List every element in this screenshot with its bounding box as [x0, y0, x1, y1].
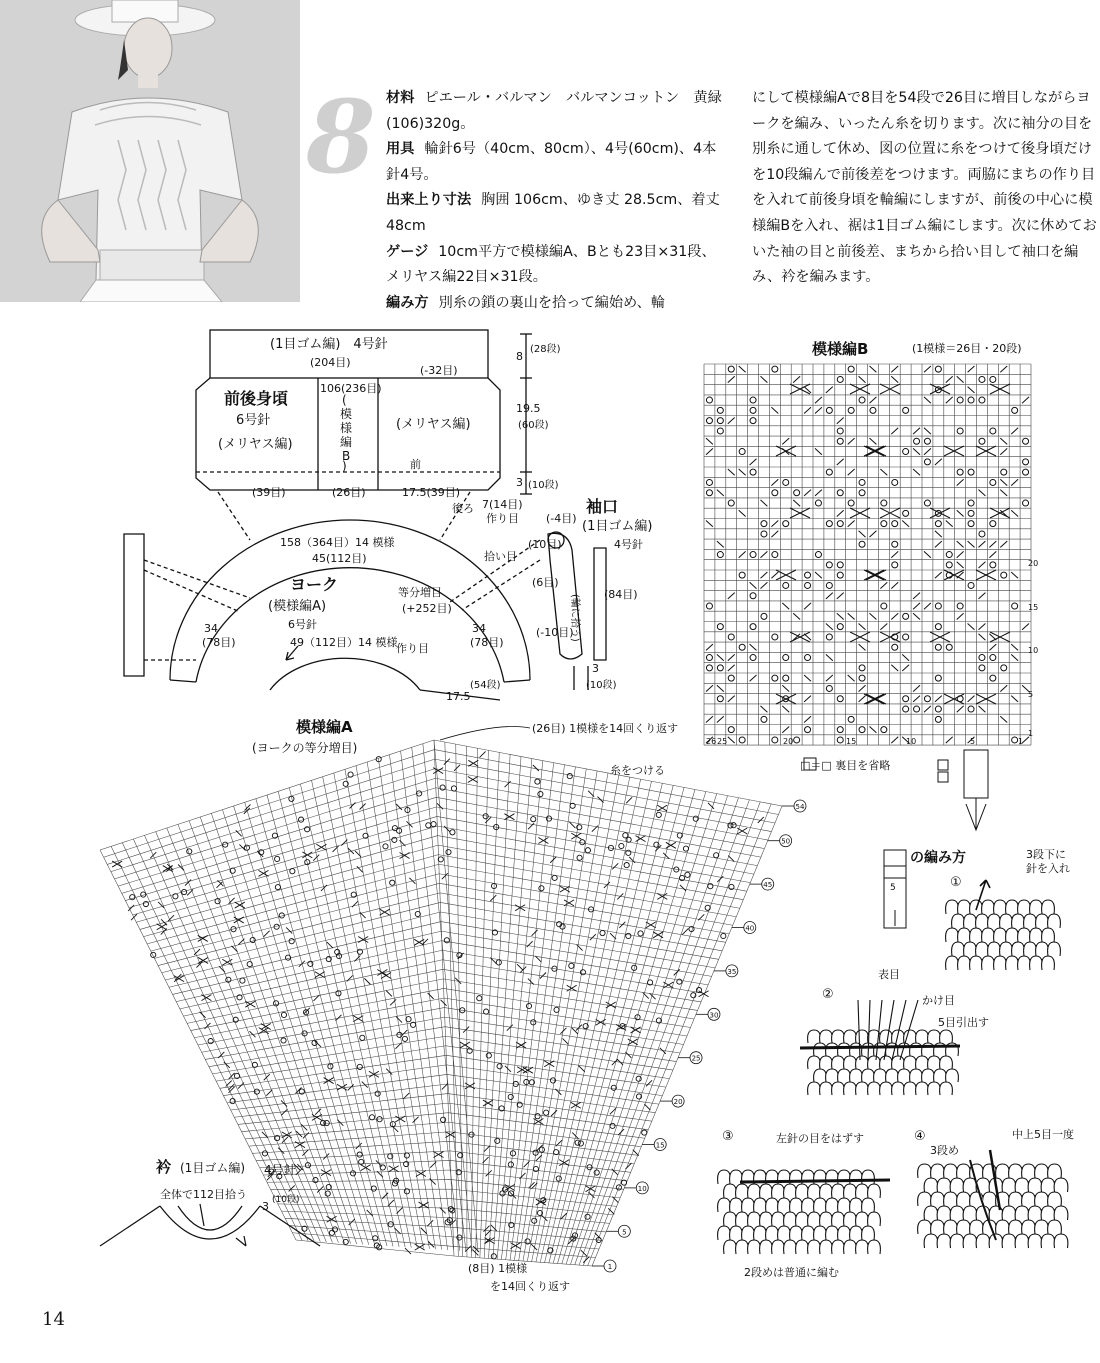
pattern-a-row-number: 35 — [727, 967, 737, 976]
cuff-height: 3 — [592, 662, 599, 675]
svg-text:5: 5 — [890, 883, 896, 893]
pattern-b-title: 模様編B — [812, 340, 869, 358]
pattern-b-chart — [704, 340, 1038, 830]
tools-line: 用具 輪針6号（40cm、80cm）、4号(60cm)、4本針4号。 — [386, 141, 717, 183]
step2-yarnover: かけ目 — [922, 994, 955, 1007]
collar-sub: (1目ゴム編) — [180, 1161, 245, 1175]
yoke-needle: 6号針 — [288, 618, 317, 631]
svg-text:1: 1 — [1028, 729, 1034, 738]
svg-text:26: 26 — [706, 737, 717, 746]
collar-title: 衿 — [156, 1158, 172, 1176]
svg-text:模: 模 — [340, 407, 353, 421]
diff-height: 3 — [516, 476, 523, 489]
svg-text:20: 20 — [1028, 559, 1039, 568]
yoke-depth: 17.5 — [446, 690, 471, 703]
gusset-cast-on: 作り目 — [486, 512, 519, 525]
svg-text:10: 10 — [1028, 646, 1039, 655]
pattern-a-row-number: 1 — [607, 1263, 613, 1271]
cuff-6: (6目) — [532, 576, 559, 589]
yoke-right-side: 34 — [472, 622, 486, 635]
svg-text:5: 5 — [1028, 690, 1034, 699]
body-stockinette-left: (メリヤス編) — [218, 437, 293, 452]
pattern-a-subtitle: (ヨークの等分増目) — [252, 741, 358, 755]
pattern-b-vertical-label — [340, 393, 352, 473]
yoke-left-side-count: (78目) — [202, 636, 236, 649]
step3-label: 左針の目をはずす — [776, 1132, 864, 1145]
body-title: 前後身頃 — [224, 389, 289, 408]
pattern-a-row-number: 40 — [745, 924, 755, 933]
body-back-label: 後ろ — [452, 502, 474, 515]
gusset-width: 7(14目) — [482, 498, 523, 511]
yoke-subtitle: (模様編A) — [268, 599, 327, 614]
collar-height: 3 — [262, 1200, 269, 1213]
yoke-inner: 49（112目）14 模様 — [290, 636, 398, 649]
body-front-label: 前 — [410, 458, 421, 471]
size-line: 出来上り寸法 胸囲 106cm、ゆき丈 28.5cm、着丈48cm — [386, 192, 720, 234]
svg-text:編: 編 — [340, 435, 353, 449]
materials-line: 材料 ピエール・バルマン バルマンコットン 黄緑(106)320g。 — [386, 90, 722, 132]
yoke-left-side: 34 — [204, 622, 218, 635]
pattern-a-row-number: 45 — [763, 881, 773, 890]
yoke-right-side-count: (78目) — [470, 636, 504, 649]
pattern-a-bottom-label-2: を14回くり返す — [490, 1280, 570, 1293]
pattern-a-row-number: 20 — [673, 1098, 683, 1107]
yoke-increase: 等分増目 — [398, 586, 442, 599]
body-bottom-right: 17.5(39目) — [402, 486, 461, 499]
cuff-10: (10目) — [528, 538, 562, 551]
body-bottom-left: (39目) — [252, 486, 286, 499]
svg-text:B: B — [342, 449, 351, 463]
model-number: 8 — [306, 78, 376, 196]
sleeve-cuff-diagram — [484, 497, 652, 691]
step1-label: 3段下に — [1026, 848, 1066, 861]
cuff-decrease: (-4目) — [546, 512, 577, 525]
body-stockinette-right: (メリヤス編) — [396, 417, 471, 432]
method-continued: にして模様編Aで8目を54段で26目に増目しながらヨークを編み、いったん糸を切ります。次に袖分の目を別糸に通して休め、図の位置に糸をつけて後身頃だけを10段編んで前後差をつけます。両脇にまちの作り目を入れて前後身頃を輪編にしますが、前後の中心に模様編Bを入れ、裾は1目ゴム編にします。次に休めておいた袖の目と前後差、まちから拾い目して袖口を編み、衿を編みます。 — [752, 90, 1097, 286]
body-bottom-center: (26目) — [332, 486, 366, 499]
svg-text:5: 5 — [970, 737, 976, 746]
step3-number: ③ — [722, 1129, 734, 1144]
pattern-a-row-number: 10 — [637, 1184, 647, 1193]
rib-height: 8 — [516, 350, 523, 363]
step2-surface: 表目 — [878, 968, 900, 981]
yoke-increase-count: (+252目) — [402, 602, 452, 615]
collar-pick: 全体で112目拾う — [160, 1188, 247, 1201]
method-line: 編み方 別糸の鎖の裏山を拾って編始め、輪 — [386, 294, 666, 311]
pattern-a-row-number: 50 — [781, 837, 791, 846]
body-needle: 6号針 — [236, 413, 271, 428]
cuff-minus-10: (-10目) — [536, 626, 574, 639]
yoke-title: ヨーク — [290, 575, 339, 594]
step3-note: 2段めは普通に編む — [744, 1266, 839, 1279]
howto-title: の編み方 — [910, 850, 966, 866]
svg-text:1: 1 — [1018, 737, 1024, 746]
howto-section — [718, 848, 1074, 1279]
pattern-a-row-number: 54 — [795, 803, 805, 811]
step1-number: ① — [950, 875, 962, 890]
cuff-84: (84目) — [604, 588, 638, 601]
body-rib-label: (1目ゴム編) 4号針 — [270, 337, 388, 352]
step4-number: ④ — [914, 1129, 926, 1144]
svg-text:10: 10 — [906, 737, 917, 746]
cuff-subtitle: (1目ゴム編) — [582, 519, 653, 534]
collar-height-rows: (10段) — [272, 1195, 300, 1205]
collar-needle: 4号針 — [264, 1163, 296, 1177]
cuff-vertical: (輪に拾う) — [569, 594, 580, 642]
svg-text:): ) — [342, 459, 347, 473]
svg-text:20: 20 — [783, 737, 794, 746]
page-number: 14 — [42, 1309, 65, 1330]
cuff-pick: 拾い目 — [484, 550, 517, 563]
yoke-depth-rows: (54段) — [470, 680, 501, 691]
body-width-204: (204目) — [310, 356, 351, 369]
pattern-a-bottom-label: (8目) 1模様 — [468, 1262, 528, 1275]
diff-height-rows: (10段) — [528, 480, 559, 491]
cuff-title: 袖口 — [586, 497, 619, 516]
pattern-a-row-number: 30 — [709, 1011, 719, 1020]
pattern-a-row-number: 25 — [691, 1054, 701, 1063]
pattern-a-attach: 糸をつける — [610, 764, 665, 777]
yoke-outer: 158（364目）14 模様 — [280, 536, 395, 549]
step2-pull: 5目引出す — [938, 1016, 989, 1029]
pattern-b-legend: □＝□ 裏目を省略 — [800, 759, 891, 772]
svg-text:15: 15 — [1028, 603, 1039, 612]
body-height-rows: (60段) — [518, 420, 549, 431]
rib-height-rows: (28段) — [530, 344, 561, 355]
yoke-outer-arc: 45(112目) — [312, 552, 367, 565]
step2-number: ② — [822, 987, 834, 1002]
svg-text:(: ( — [342, 393, 347, 407]
svg-text:15: 15 — [846, 737, 857, 746]
body-height: 19.5 — [516, 402, 541, 415]
yoke-cast-on: 作り目 — [396, 642, 429, 655]
cuff-height-rows: (10段) — [586, 680, 617, 691]
pattern-a-top-label: (26目) 1模様を14回くり返す — [532, 722, 679, 735]
step4-label: 3段め — [930, 1144, 959, 1157]
cuff-needle: 4号針 — [614, 538, 643, 551]
collar-diagram — [100, 1158, 320, 1246]
step4-label-2: 中上5目一度 — [1012, 1128, 1074, 1141]
gauge-line: ゲージ 10cm平方で模様編A、Bとも23目×31段、メリヤス編22目×31段。 — [386, 243, 716, 286]
pattern-a-row-number: 15 — [655, 1141, 665, 1150]
pattern-a-row-number: 5 — [622, 1228, 627, 1237]
svg-text:様: 様 — [340, 421, 353, 435]
pattern-b-repeat: (1模様＝26目・20段) — [912, 342, 1022, 355]
body-center-width: 106(236目) — [320, 382, 382, 395]
svg-text:25: 25 — [717, 737, 728, 746]
pattern-a-title: 模様編A — [296, 718, 353, 736]
body-decrease: (-32目) — [420, 364, 458, 377]
yoke-diagram — [124, 520, 540, 703]
step1-label-2: 針を入れ — [1026, 862, 1070, 875]
body-diagram — [196, 330, 561, 540]
pattern-a-chart — [100, 718, 806, 1293]
